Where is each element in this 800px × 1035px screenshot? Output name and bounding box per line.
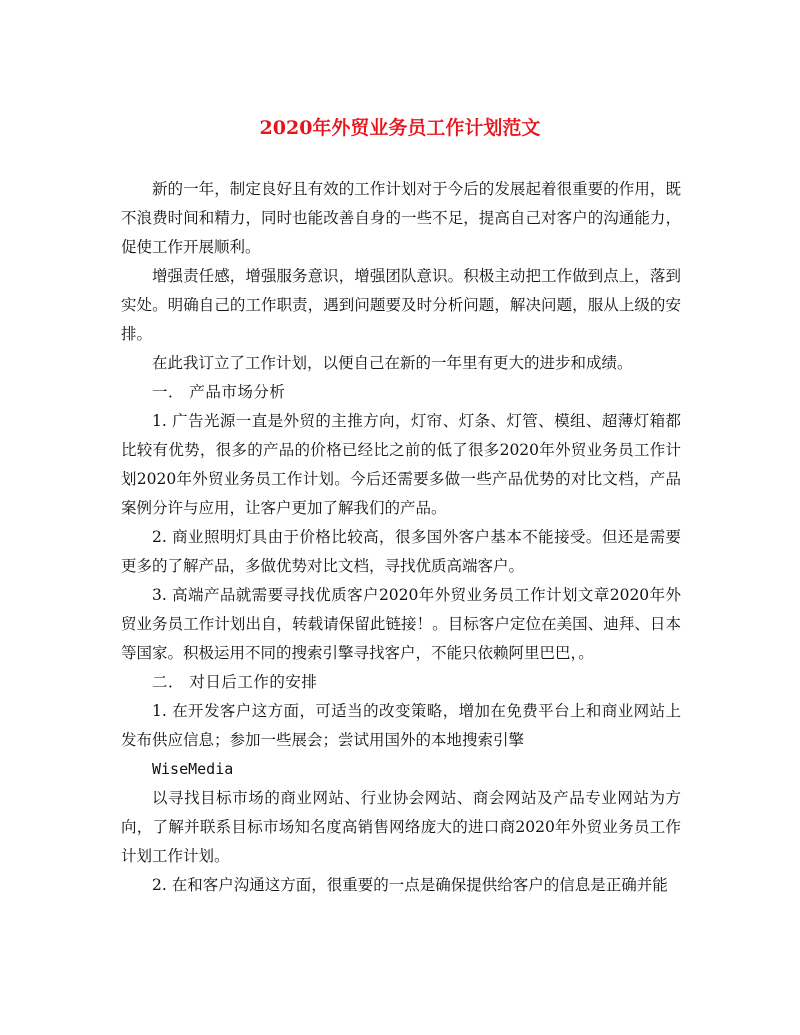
section-heading-future-work: 二． 对日后工作的安排: [152, 673, 318, 691]
paragraph-work-item-2: 2. 在和客户沟通这方面，很重要的一点是确保提供给客户的信息是正确并能: [152, 876, 668, 894]
paragraph-market-item-1: 1. 广告光源一直是外贸的主推方向，灯帘、灯条、灯管、模组、超薄灯箱都比较有优势，很多的产品的价格已经比之前的低了很多2020年外贸业务员工作计划2020年外贸业务员工作计划。今后还需要多做一些产品优势的对比文档，产品案例分许与应用，让客户更加了解我们的产品。: [121, 412, 681, 517]
paragraph-wisemedia: WiseMedia: [152, 760, 234, 778]
document-title: 2020年外贸业务员工作计划范文: [259, 117, 541, 139]
paragraph-intro: 新的一年，制定良好且有效的工作计划对于今后的发展起着很重要的作用，既不浪费时间和精力，同时也能改善自身的一些不足，提高自己对客户的沟通能力，促使工作开展顺利。: [121, 180, 681, 256]
document-body: [121, 175, 681, 900]
paragraph-plan-statement: 在此我订立了工作计划，以便自己在新的一年里有更大的进步和成绩。: [152, 354, 633, 372]
paragraph-market-item-2: 2. 商业照明灯具由于价格比较高，很多国外客户基本不能接受。但还是需要更多的了解产品，多做优势对比文档，寻找优质高端客户。: [121, 528, 681, 575]
paragraph-responsibility: 增强责任感，增强服务意识，增强团队意识。积极主动把工作做到点上，落到实处。明确自己的工作职责，遇到问题要及时分析问题，解决问题，服从上级的安排。: [121, 267, 681, 343]
paragraph-target-market: 以寻找目标市场的商业网站、行业协会网站、商会网站及产品专业网站为方向，了解并联系目标市场知名度高销售网络庞大的进口商2020年外贸业务员工作计划工作计划。: [121, 789, 681, 865]
paragraph-work-item-1: 1. 在开发客户这方面，可适当的改变策略，增加在免费平台上和商业网站上发布供应信息；参加一些展会；尝试用国外的本地搜索引擎: [121, 702, 681, 749]
paragraph-market-item-3: 3. 高端产品就需要寻找优质客户2020年外贸业务员工作计划文章2020年外贸业务员工作计划出自，转载请保留此链接！。目标客户定位在美国、迪拜、日本等国家。积极运用不同的搜索引擎寻找客户，不能只依赖阿里巴巴，。: [121, 586, 681, 662]
section-heading-market-analysis: 一． 产品市场分析: [152, 383, 286, 401]
